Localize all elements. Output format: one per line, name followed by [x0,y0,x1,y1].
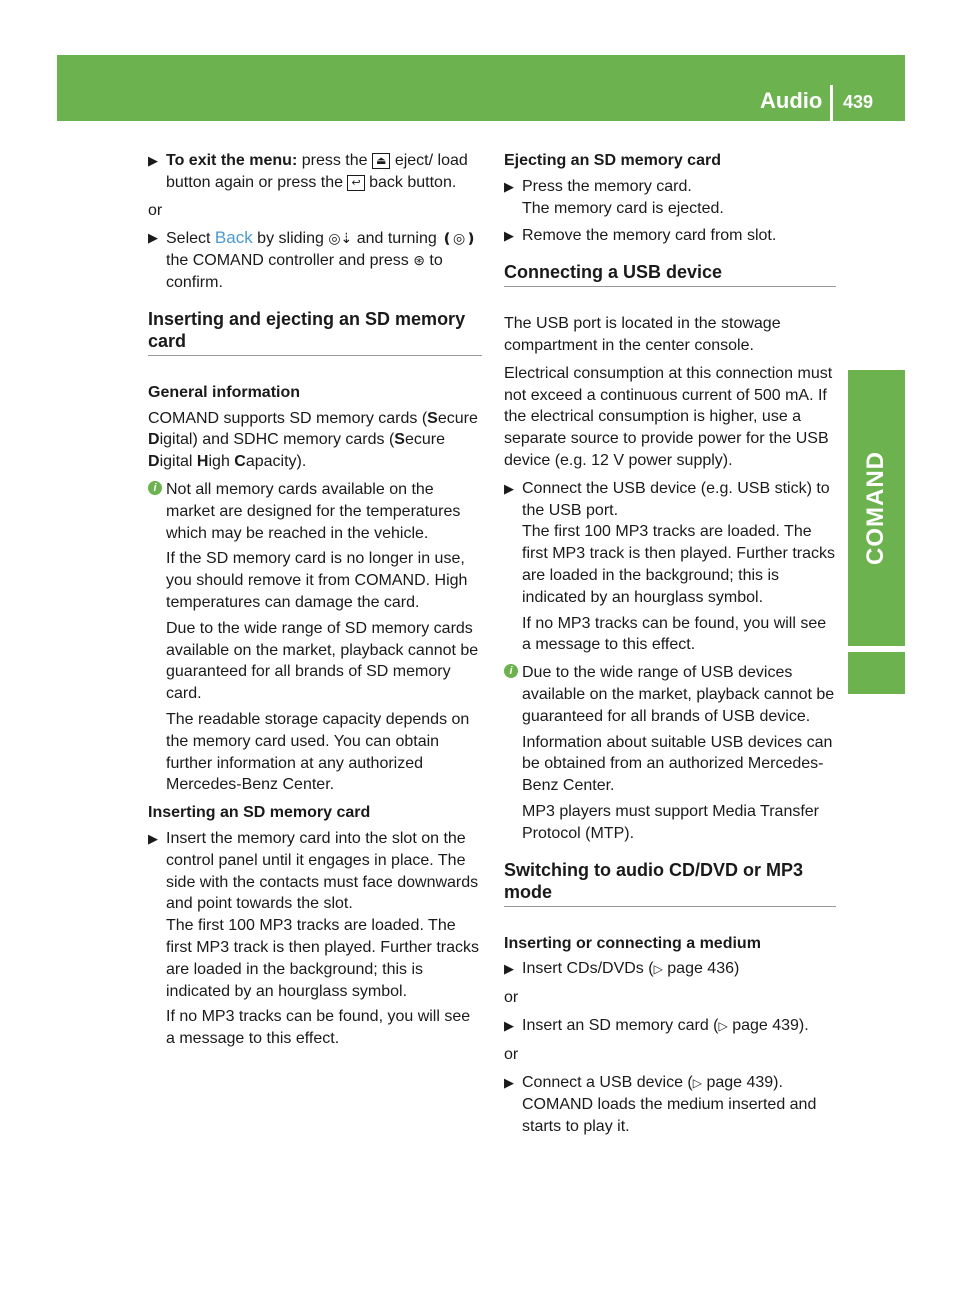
section-title: Audio [760,88,823,113]
heading-connecting-usb: Connecting a USB device [504,261,836,287]
heading-inserting-medium: Inserting or connecting a medium [504,934,761,952]
heading-inserting-sd: Inserting an SD memory card [148,804,371,822]
slide-controller-icon: ◎⇣ [328,230,353,247]
turn-controller-icon: ❪◎❫ [441,230,477,247]
step-connect-usb-medium: ▶ Connect a USB device (▷ page 439). COMAND loads the medium inserted and starts to play it. [504,1073,817,1136]
or-text: or [148,201,163,219]
back-icon: ↩ [347,175,364,191]
step-arrow-icon: ▶ [148,830,158,846]
usb-power-text: Electrical consumption at this connection must not exceed a continuous current of 500 mA. If the electrical consumption is higher, use a separate source to provide power for the USB device (e.g. 12 V power supply). [504,364,833,469]
step-arrow-icon: ▶ [504,178,514,194]
page-ref-arrow-icon: ▷ [718,1018,728,1033]
info-icon: i [148,481,162,495]
heading-ejecting-sd: Ejecting an SD memory card [504,152,721,169]
page-link[interactable]: page 439 [706,1073,774,1091]
press-controller-icon: ⊛ [413,252,425,269]
usb-location-text: The USB port is located in the stowage compartment in the center console. [504,315,781,354]
step-press-card: ▶ Press the memory card. The memory card is ejected. [504,177,724,217]
step-arrow-icon: ▶ [504,1017,514,1033]
step-arrow-icon: ▶ [504,1074,514,1090]
side-tab-marker [848,652,905,694]
heading-switching-audio: Switching to audio CD/DVD or MP3 mode [504,859,836,907]
general-info-text: COMAND supports SD memory cards (Secure Digital) and SDHC memory cards (Secure Digital High Capacity). [148,409,478,471]
step-arrow-icon: ▶ [504,480,514,496]
left-column [148,150,482,1056]
or-text: or [504,1045,519,1063]
info-note-sd: i Not all memory cards available on the market are designed for the temperatures which may be reached in the vehicle. If the SD memory card is no longer in use, you should remove it from COMAND. High temperatures can damage the card. Due to the wide range of SD memory cards available on the market, playback cannot be guaranteed for all brands of SD memory card. The readable storage capacity depends on the memory card used. You can obtain further information at any authorized Mercedes-Benz Center. [148,479,482,796]
header-divider [830,85,833,121]
back-menu-item: Back [214,228,253,248]
info-note-usb: i Due to the wide range of USB devices available on the market, playback cannot be guaranteed for all brands of USB device. Information about suitable USB devices can be obtained from an authorized Mercedes-Benz Center. MP3 players must support Media Transfer Protocol (MTP). [504,662,836,844]
step-insert-cd: ▶ Insert CDs/DVDs (▷ page 436) [504,958,836,981]
step-arrow-icon: ▶ [148,230,158,246]
step-remove-card: ▶ Remove the memory card from slot. [504,225,836,247]
info-icon: i [504,664,518,678]
heading-general-information: General information [148,383,301,401]
page-ref-arrow-icon: ▷ [653,962,663,977]
right-column [504,150,836,1144]
step-exit-menu: ▶ To exit the menu: press the ⏏ eject/ load button again or press the ↩ back button. [148,152,468,191]
step-connect-usb: ▶ Connect the USB device (e.g. USB stick) to the USB port. The first 100 MP3 tracks are loaded. The first MP3 track is then played. Further tracks are loaded in the background; this is indicated by an hourglass symbol. If no MP3 tracks can be found, you will see a message to this effect. [504,479,835,654]
step-arrow-icon: ▶ [504,228,514,244]
or-text: or [504,989,519,1007]
page-number: 439 [843,92,874,112]
step-insert-card: ▶ Insert the memory card into the slot on the control panel until it engages in place. The side with the contacts must face downwards and point towards the slot. The first 100 MP3 tracks are loaded. The first MP3 track is then played. Further tracks are loaded in the background; this is indicated by an hourglass symbol. If no MP3 tracks can be found, you will see a message to this effect. [148,829,479,1048]
eject-icon: ⏏ [372,153,390,169]
side-tab-label: COMAND [862,451,889,565]
heading-inserting-ejecting-sd: Inserting and ejecting an SD memory card [148,308,482,356]
step-arrow-icon: ▶ [148,153,158,168]
step-arrow-icon: ▶ [504,961,514,977]
step-select-back: ▶ Select Back by sliding ◎⇣ and turning ❪◎❫ the COMAND controller and press ⊛ to confirm. [148,228,477,291]
page-link[interactable]: page 436 [667,960,734,978]
page-link[interactable]: page 439 [732,1016,799,1034]
page-ref-arrow-icon: ▷ [692,1075,702,1090]
step-insert-sd: ▶ Insert an SD memory card (▷ page 439). [504,1015,836,1038]
